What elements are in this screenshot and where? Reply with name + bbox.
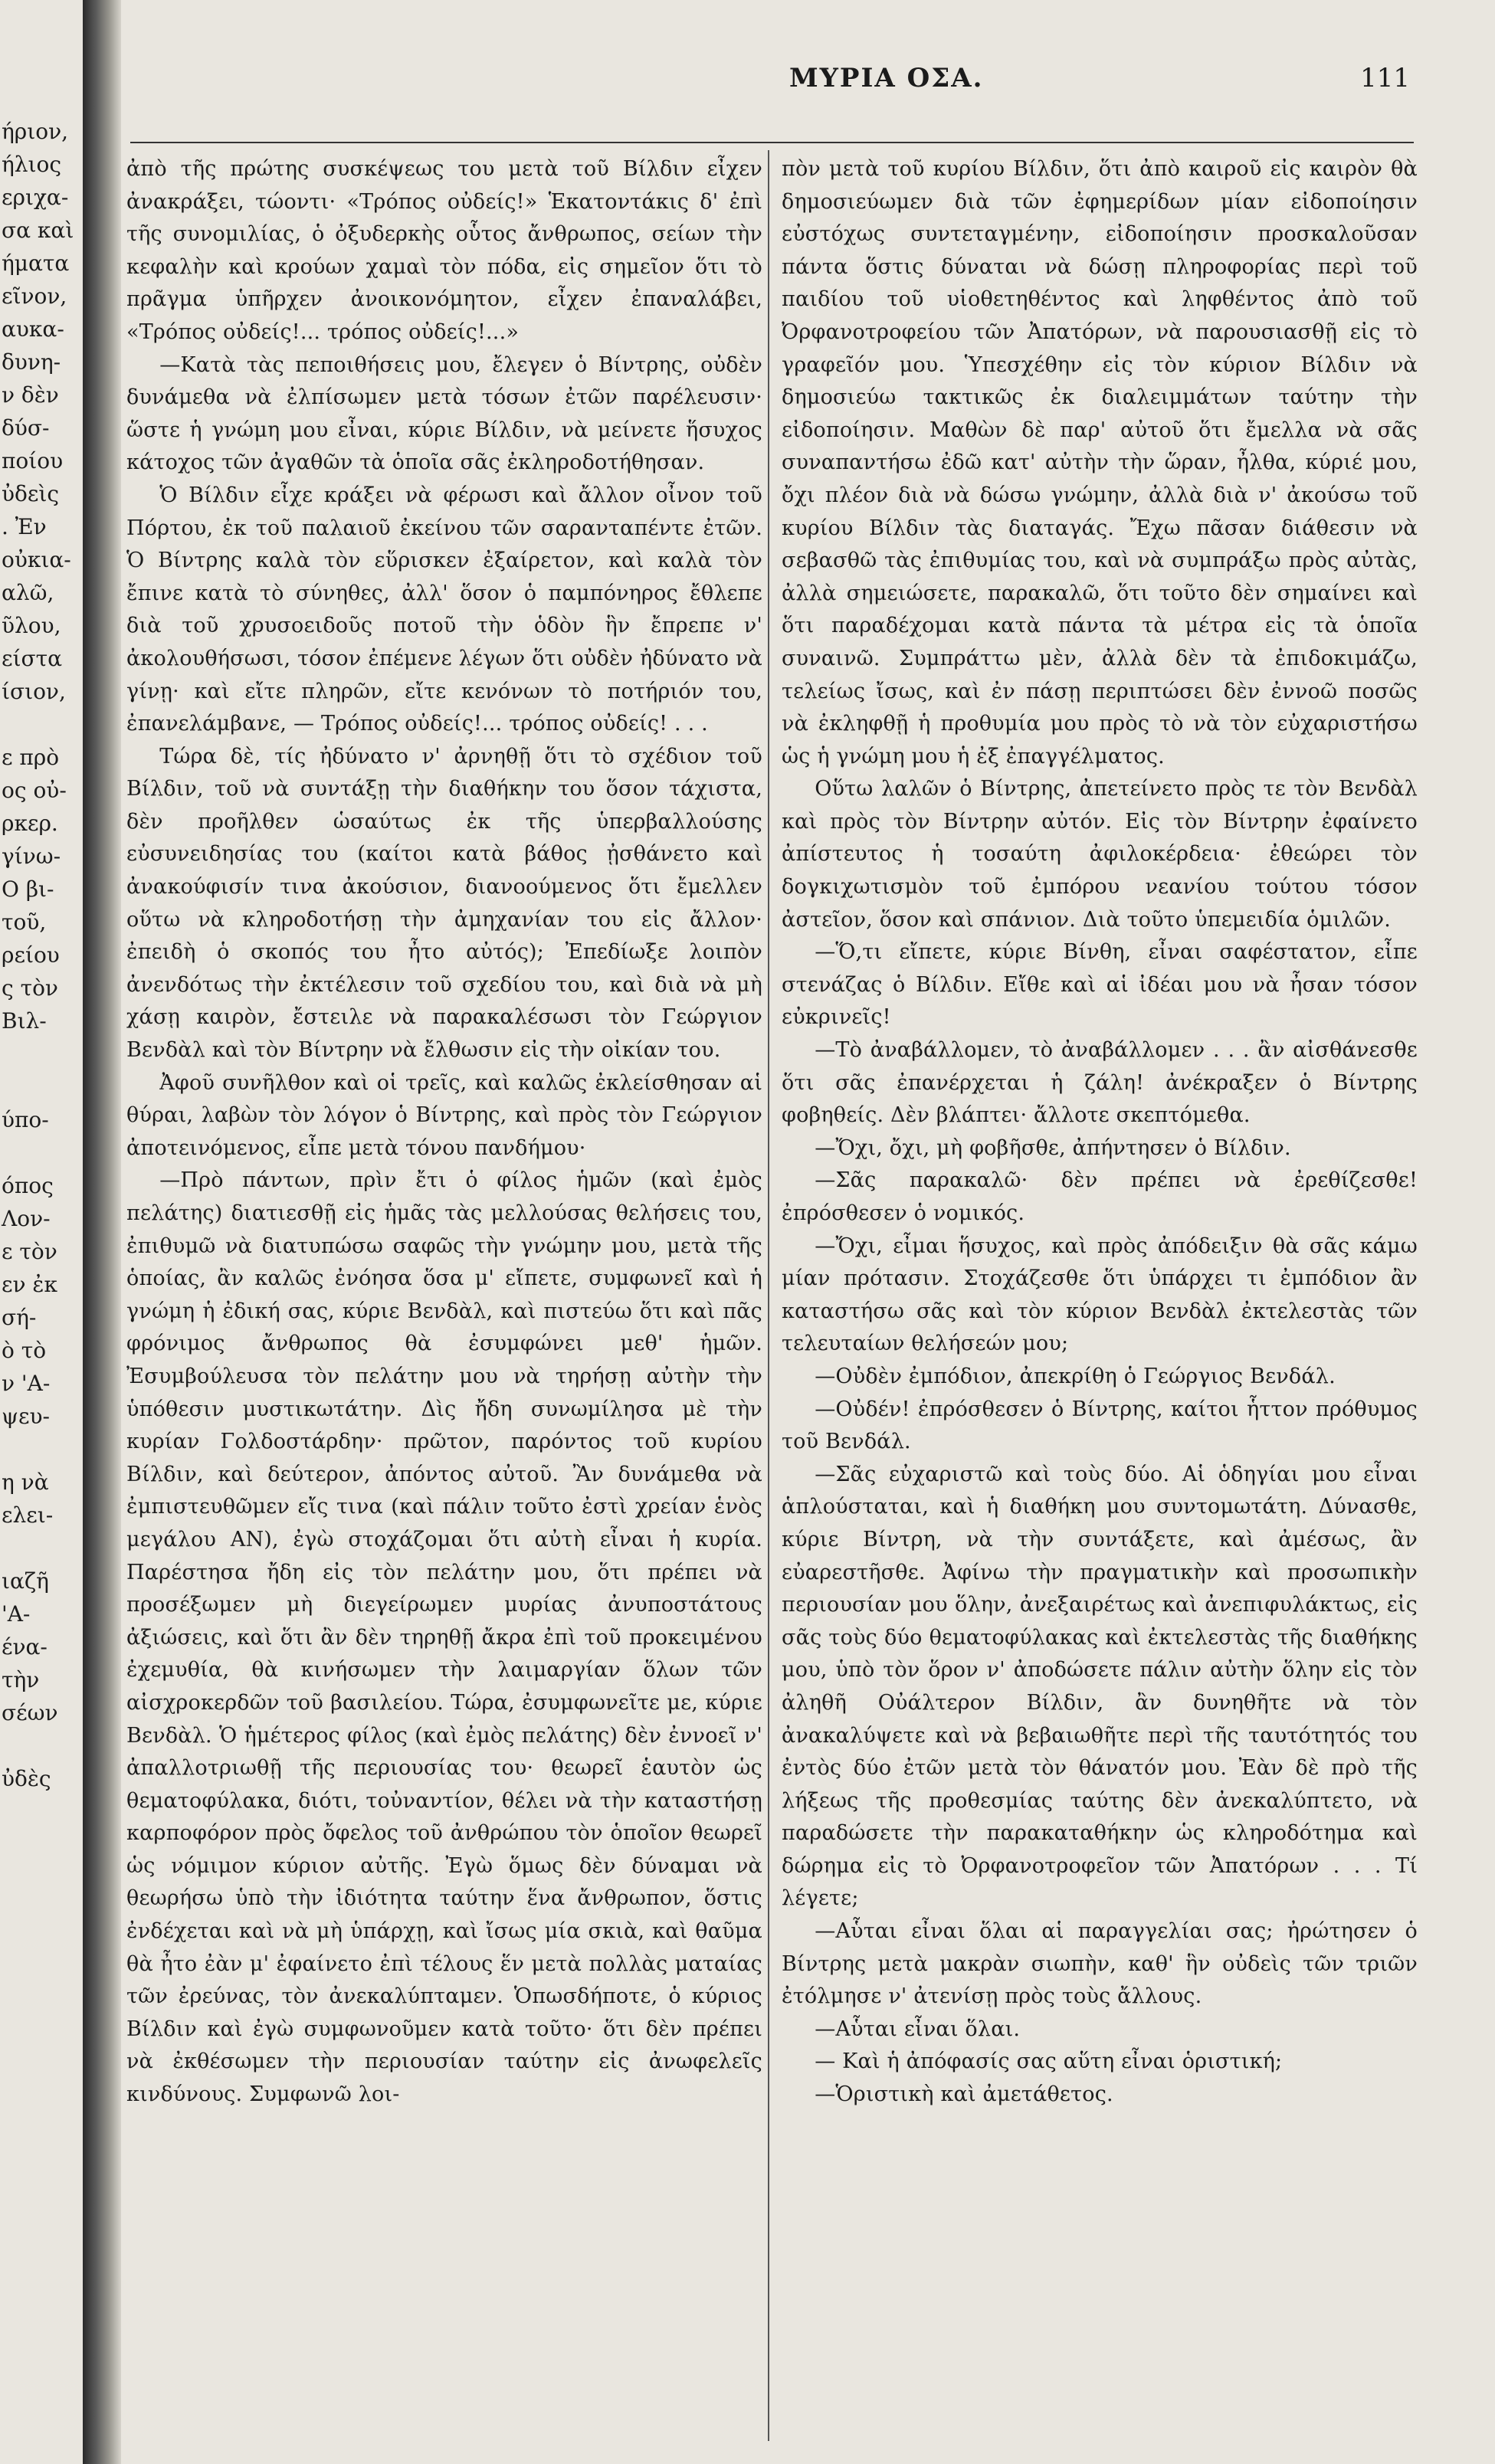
- paragraph: Ὁ Βίλδιν εἶχε κράξει νὰ φέρωσι καὶ ἄλλον οἶνον τοῦ Πόρτου, ἐκ τοῦ παλαιοῦ ἐκείνου τῶν σαρανταπέντε ἐτῶν. Ὁ Βίντρης καλὰ τὸν εὕρισκεν ἐξαίρετον, καὶ καλὰ τὸν ἔπινε κατὰ τὸ σύνηθες, ἀλλ' ὅσον ὁ παμπόνηρος ἔθλεπε διὰ τοῦ χρυσοειδοῦς ποτοῦ τὴν ὁδὸν ἣν ἔπρεπε ν' ἀκολουθήσωσι, τόσον ἐπέμενε λέγων ὅτι οὐδὲν ἠδύνατο νὰ γίνῃ· καὶ εἴτε πληρῶν, εἴτε κενόνων τὸ ποτήριόν του, ἐπανελάμβανε, — Τρόπος οὐδείς!... τρόπος οὐδείς! . . .: [126, 483, 762, 736]
- margin-text-fragment: 'Α-: [2, 1601, 31, 1627]
- page-number: 111: [1360, 63, 1410, 93]
- margin-text-fragment: ν δὲν: [2, 382, 59, 408]
- running-title: ΜΥΡΙΑ ΟΣΑ.: [789, 63, 984, 93]
- column-divider: [768, 150, 769, 2441]
- text-column-left: [126, 153, 762, 2444]
- margin-text-fragment: ψευ-: [2, 1404, 50, 1429]
- margin-text-fragment: ὐδὲς: [2, 1766, 51, 1791]
- margin-text-fragment: σή-: [2, 1305, 37, 1330]
- margin-text-fragment: όπος: [2, 1173, 54, 1198]
- margin-text-fragment: [0, 1532, 80, 1565]
- margin-text-fragment: ίσιον,: [2, 679, 66, 704]
- margin-text-fragment: ρκερ.: [2, 811, 58, 836]
- paragraph: —Κατὰ τὰς πεποιθήσεις μου, ἔλεγεν ὁ Βίντρης, οὐδὲν δυνάμεθα νὰ ἐλπίσωμεν μετὰ τόσων ἐτῶν παρέλευσιν· ὥστε ἡ γνώμη μου εἶναι, κύριε Βίλδιν, νὰ μείνετε ἥσυχος κάτοχος τῶν ἀγαθῶν τὰ ὁποῖα σᾶς ἐκληροδοτήθησαν.: [126, 352, 762, 475]
- margin-text-fragment: [0, 1136, 80, 1169]
- margin-text-fragment: ε τὸν: [2, 1239, 57, 1264]
- paragraph: ἀπὸ τῆς πρώτης συσκέψεως του μετὰ τοῦ Βίλδιν εἶχεν ἀνακράξει, τώοντι· «Τρόπος οὐδείς!» Ἑκατοντάκις δ' ἐπὶ τῆς συνομιλίας, ὁ ὀξυδερκὴς οὗτος ἄνθρωπος, σείων τὴν κεφαλὴν καὶ κρούων χαμαὶ τὸν πόδα, εἰς σημεῖον ὅτι τὸ πρᾶγμα ὑπῆρχεν ἀνοικονόμητον, εἶχεν ἐπαναλάβει, «Τρόπος οὐδείς!... τρόπος οὐδείς!...»: [126, 157, 762, 344]
- margin-text-fragment: ποίου: [2, 448, 64, 473]
- margin-text-fragment: . Ἐν: [2, 514, 47, 539]
- margin-text-fragment: είστα: [2, 646, 62, 671]
- paragraph: —Αὗται εἶναι ὅλαι.: [815, 2017, 1021, 2041]
- margin-text-fragment: εν ἐκ: [2, 1272, 57, 1297]
- paragraph: —Οὐδέν! ἐπρόσθεσεν ὁ Βίντρης, καίτοι ἧττον πρόθυμος τοῦ Βενδάλ.: [782, 1397, 1418, 1454]
- margin-text-fragment: [0, 1729, 80, 1762]
- facing-page-margin: [0, 115, 80, 2398]
- text-column-right: [782, 153, 1418, 2444]
- margin-text-fragment: εῖνον,: [2, 283, 67, 309]
- margin-text-fragment: σέων: [2, 1700, 58, 1725]
- paragraph: —Σᾶς παρακαλῶ· δὲν πρέπει νὰ ἐρεθίζεσθε! ἐπρόσθεσεν ὁ νομικός.: [782, 1168, 1418, 1225]
- margin-text-fragment: γίνω-: [2, 844, 61, 869]
- paragraph: —Αὗται εἶναι ὅλαι αἱ παραγγελίαι σας; ἠρώτησεν ὁ Βίντρης μετὰ μακρὰν σιωπὴν, καθ' ἣν οὐδεὶς τῶν τριῶν ἐτόλμησε ν' ἀτενίσῃ πρὸς τοὺς ἄλλους.: [782, 1919, 1418, 2009]
- margin-text-fragment: εριχα-: [2, 185, 69, 210]
- margin-text-fragment: δύσ-: [2, 415, 50, 441]
- paragraph: — Καὶ ἡ ἀπόφασίς σας αὕτη εἶναι ὁριστική;: [815, 2050, 1283, 2074]
- margin-text-fragment: ιαζῆ: [2, 1568, 49, 1594]
- margin-text-fragment: τοῦ,: [2, 909, 47, 935]
- margin-text-fragment: Ο βι-: [2, 876, 54, 902]
- margin-text-fragment: [0, 1037, 80, 1070]
- paragraph: —Ὄχι, εἶμαι ἥσυχος, καὶ πρὸς ἀπόδειξιν θὰ σᾶς κάμω μίαν πρότασιν. Στοχάζεσθε ὅτι ὑπάρχει τι ἐμπόδιον ἂν καταστήσω σᾶς καὶ τὸν κύριον Βενδὰλ ἐκτελεστὰς τῶν τελευταίων θελήσεών μου;: [782, 1234, 1418, 1356]
- book-spine-shadow: [83, 0, 121, 2464]
- margin-text-fragment: ὐδεὶς: [2, 481, 60, 506]
- margin-text-fragment: Λον-: [2, 1206, 51, 1231]
- margin-text-fragment: [0, 1070, 80, 1103]
- margin-text-fragment: οὐκια-: [2, 547, 71, 572]
- margin-text-fragment: ὸ τὸ: [2, 1338, 47, 1363]
- margin-text-fragment: ήλιος: [2, 152, 62, 177]
- margin-text-fragment: ος οὐ-: [2, 778, 67, 803]
- paragraph: —Σᾶς εὐχαριστῶ καὶ τοὺς δύο. Αἱ ὁδηγίαι μου εἶναι ἁπλούσταται, καὶ ἡ διαθήκη μου συντομωτάτη. Δύνασθε, κύριε Βίντρη, νὰ τὴν συντάξετε, καὶ ἀμέσως, ἂν εὐαρεστῆσθε. Ἀφίνω τὴν πραγματικὴν καὶ προσωπικὴν περιουσίαν μου ὅλην, ἀνεξαιρέτως καὶ ἀνεπιφυλάκτως, εἰς σᾶς τοὺς δύο θεματοφύλακας καὶ ἐκτελεστὰς τῆς διαθήκης μου, ὑπὸ τὸν ὅρον ν' ἀποδώσετε πάλιν αὐτὴν ὅλην εἰς τὸν ἀληθῆ Οὐάλτερον Βίλδιν, ἂν δυνηθῆτε νὰ τὸν ἀνακαλύψετε καὶ νὰ βεβαιωθῆτε περὶ τῆς ταυτότητός του ἐντὸς δύο ἐτῶν μετὰ τὸν θάνατόν μου. Ἐὰν δὲ πρὸ τῆς λήξεως τῆς προθεσμίας ταύτης δὲν ἀνεκαλύπτετο, νὰ παραδώσετε τὴν παρακαταθήκην ὡς κληροδότημα καὶ δώρημα εἰς τὸ Ὀρφανοτροφεῖον τῶν Ἀπατόρων . . . Τί λέγετε;: [782, 1462, 1418, 1911]
- paragraph: —Τὸ ἀναβάλλομεν, τὸ ἀναβάλλομεν . . . ἂν αἰσθάνεσθε ὅτι σᾶς ἐπανέρχεται ἡ ζάλη! ἀνέκραξεν ὁ Βίντρης φοβηθείς. Δὲν βλάπτει· ἄλλοτε σκεπτόμεθα.: [782, 1038, 1418, 1128]
- paragraph: Ἀφοῦ συνῆλθον καὶ οἱ τρεῖς, καὶ καλῶς ἐκλείσθησαν αἱ θύραι, λαβὼν τὸν λόγον ὁ Βίντρης, καὶ πρὸς τὸν Γεώργιον ἀποτεινόμενος, εἶπε μετὰ τόνου πανδήμου·: [126, 1070, 762, 1160]
- margin-text-fragment: ρείου: [2, 942, 60, 968]
- margin-text-fragment: ῦλου,: [2, 613, 61, 638]
- margin-text-fragment: ύπο-: [2, 1107, 49, 1132]
- margin-text-fragment: σα καὶ: [2, 218, 74, 243]
- margin-text-fragment: αλῶ,: [2, 580, 54, 605]
- margin-text-fragment: ελει-: [2, 1502, 54, 1528]
- margin-text-fragment: τὴν: [2, 1667, 40, 1692]
- margin-text-fragment: ένα-: [2, 1634, 48, 1660]
- paragraph: Οὕτω λαλῶν ὁ Βίντρης, ἀπετείνετο πρὸς τε τὸν Βενδὰλ καὶ πρὸς τὸν Βίντρην αὐτόν. Εἰς τὸν Βίντρην ἐφαίνετο ἀπίστευτος ἡ τοσαύτη ἀφιλοκέρδεια· ἐθεώρει τὸν δογκιχωτισμὸν τοῦ ἐμπόρου νεανίου τούτου τόσον ἀστεῖον, ὅσον καὶ σπάνιον. Διὰ τοῦτο ὑπεμειδία ὁμιλῶν.: [782, 777, 1418, 932]
- paragraph: —Ὁριστικὴ καὶ ἀμετάθετος.: [815, 2082, 1113, 2107]
- paragraph: Τώρα δὲ, τίς ἠδύνατο ν' ἀρνηθῇ ὅτι τὸ σχέδιον τοῦ Βίλδιν, τοῦ νὰ συντάξῃ τὴν διαθήκην του ὅσον τάχιστα, δὲν προῆλθεν ὡσαύτως ἐκ τῆς ὑπερβαλλούσης εὐσυνειδησίας του (καίτοι κατὰ βάθος ᾐσθάνετο καὶ ἀνακούφισίν τινα ἀκούσιον, διανοούμενος ὅτι ἔμελλεν οὕτω νὰ κληροδοτήσῃ τὴν ἀμηχανίαν του εἰς ἄλλον· ἐπειδὴ ὁ σκοπός του ἦτο αὐτός); Ἐπεδίωξε λοιπὸν ἀνενδότως τὴν ἐκτέλεσιν τοῦ σχεδίου του, καὶ διὰ νὰ μὴ χάσῃ καιρὸν, ἔστειλε νὰ παρακαλέσωσι τὸν Γεώργιον Βενδὰλ καὶ τὸν Βίντρην νὰ ἔλθωσιν εἰς τὴν οἰκίαν του.: [126, 744, 762, 1063]
- paragraph: —Ὄχι, ὄχι, μὴ φοβῆσθε, ἀπήντησεν ὁ Βίλδιν.: [815, 1135, 1291, 1160]
- margin-text-fragment: Βιλ-: [2, 1008, 47, 1034]
- margin-text-fragment: [0, 708, 80, 741]
- margin-text-fragment: ήριον,: [2, 119, 68, 144]
- margin-text-fragment: η νὰ: [2, 1470, 49, 1495]
- header-rule: [130, 142, 1414, 143]
- page-header: [123, 63, 1410, 116]
- margin-text-fragment: ε πρὸ: [2, 745, 60, 770]
- paragraph: —Πρὸ πάντων, πρὶν ἔτι ὁ φίλος ἡμῶν (καὶ ἐμὸς πελάτης) διατιεσθῇ εἰς ἡμᾶς τὰς μελλούσας θελήσεις του, ἐπιθυμῶ νὰ διατυπώσω σαφῶς τὴν γνώμην μου, μετὰ τῆς ὁποίας, ἂν καλῶς ἐνόησα ὅσα μ' εἴπετε, συμφωνεῖ καὶ ἡ γνώμη ἡ ἐδική σας, κύριε Βενδὰλ, καὶ πιστεύω ὅτι καὶ πᾶς φρόνιμος ἄνθρωπος θὰ ἐσυμφώνει μεθ' ἡμῶν. Ἐσυμβούλευσα τὸν πελάτην μου νὰ τηρήσῃ αὐτὴν τὴν ὑπόθεσιν μυστικωτάτην. Δὶς ἤδη συνωμίλησα μὲ τὴν κυρίαν Γολδοστάρδην· πρῶτον, παρόντος τοῦ κυρίου Βίλδιν, καὶ δεύτερον, ἀπόντος αὐτοῦ. Ἂν δυνάμεθα νὰ ἐμπιστευθῶμεν εἴς τινα (καὶ πάλιν τοῦτο ἐστὶ χρείαν ἑνὸς μεγάλου ΑΝ), ἐγὼ στοχάζομαι ὅτι αὐτὴ εἶναι ἡ κυρία. Παρέστησα ἤδη εἰς τὸν πελάτην μου, ὅτι πρέπει νὰ προσέξωμεν μὴ διεγείρωμεν μυρίας ἀνυποστάτους ἀξιώσεις, καὶ ὅτι ἂν δὲν τηρηθῇ ἄκρα ἐπὶ τοῦ προκειμένου ἐχεμυθία, θὰ κινήσωμεν τὴν λαιμαργίαν ὅλων τῶν αἰσχροκερδῶν τοῦ βασιλείου. Τώρα, ἐσυμφωνεῖτε με, κύριε Βενδὰλ. Ὁ ἡμέτερος φίλος (καὶ ἐμὸς πελάτης) δὲν ἐννοεῖ ν' ἀπαλλοτριωθῇ τῆς περιουσίας του· θεωρεῖ ἑαυτὸν ὡς θεματοφύλακα, διότι, τοὐναντίον, θέλει νὰ τὴν καταστήσῃ καρποφόρον πρὸς ὄφελος τοῦ ἀνθρώπου τὸν ὁποῖον θεωρεῖ ὡς νόμιμον κύριον αὐτῆς. Ἐγὼ ὅμως δὲν δύναμαι νὰ θεωρήσω ὑπὸ τὴν ἰδιότητα ταύτην ἕνα ἄνθρωπον, ὅστις ἐνδέχεται καὶ νὰ μὴ ὑπάρχῃ, καὶ ἴσως μία σκιὰ, καὶ θαῦμα θὰ ἦτο ἐὰν μ' ἐφαίνετο ἐπὶ τέλους ἕν μετὰ πολλὰς ματαίας τῶν ἐρεύνας, τὸν ἀνεκαλύπταμεν. Ὁπωσδήποτε, ὁ κύριος Βίλδιν καὶ ἐγὼ συμφωνοῦμεν κατὰ τοῦτο· ὅτι δὲν πρέπει νὰ ἐκθέσωμεν τὴν περιουσίαν ταύτην εἰς ἀνωφελεῖς κινδύνους. Συμφωνῶ λοι-: [126, 1168, 762, 2107]
- margin-text-fragment: αυκα-: [2, 316, 64, 342]
- paragraph: —Οὐδὲν ἐμπόδιον, ἀπεκρίθη ὁ Γεώργιος Βενδάλ.: [815, 1364, 1336, 1388]
- paragraph: πὸν μετὰ τοῦ κυρίου Βίλδιν, ὅτι ἀπὸ καιροῦ εἰς καιρὸν θὰ δημοσιεύωμεν διὰ τῶν ἐφημερίδων μίαν εἰδοποίησιν εὐστόχως συντεταγμένην, εἰδοποίησιν προσκαλοῦσαν πάντα ὅστις δύναται νὰ δώσῃ πληροφορίας περὶ τοῦ παιδίου τοῦ υἱοθετηθέντος καὶ ληφθέντος ἀπὸ τοῦ Ὀρφανοτροφείου τῶν Ἀπατόρων, νὰ παρουσιασθῇ εἰς τὸ γραφεῖόν μου. Ὑπεσχέθην εἰς τὸν κύριον Βίλδιν νὰ δημοσιεύω τακτικῶς ἐκ διαλειμμάτων ταύτην τὴν εἰδοποίησιν. Μαθὼν δὲ παρ' αὐτοῦ ὅτι ἔμελλα νὰ σᾶς συναπαντήσω ἐδῶ κατ' αὐτὴν τὴν ὥραν, ἦλθα, κύριέ μου, ὄχι πλέον διὰ νὰ δώσω γνώμην, ἀλλὰ διὰ ν' ἀκούσω τοῦ κυρίου Βίλδιν τὰς διαταγάς. Ἔχω πᾶσαν διάθεσιν νὰ σεβασθῶ τὰς ἐπιθυμίας του, καὶ νὰ συμπράξω πρὸς αὐτὰς, ἀλλὰ σημειώσετε, παρακαλῶ, ὅτι τοῦτο δὲν σημαίνει καὶ ὅτι παραδέχομαι κατὰ πάντα τὰ μέτρα εἰς τὰ ὁποῖα συναινῶ. Συμπράττω μὲν, ἀλλὰ δὲν τὰ ἐπιδοκιμάζω, τελείως ἴσως, καὶ ἐν πάσῃ περιπτώσει δὲν ἐννοῶ ποσῶς νὰ ἐκληφθῇ ἡ προθυμία μου πρὸς τὸ νὰ τὸν εὐχαριστήσω ὡς ἡ γνώμη μου ἡ ἐξ ἐπαγγέλματος.: [782, 157, 1418, 768]
- margin-text-fragment: [0, 1433, 80, 1466]
- margin-text-fragment: ν 'Α-: [2, 1371, 51, 1396]
- margin-text-fragment: ς τὸν: [2, 975, 58, 1001]
- margin-text-fragment: ήματα: [2, 251, 70, 276]
- margin-text-fragment: δυνη-: [2, 349, 61, 375]
- paragraph: —Ὅ,τι εἴπετε, κύριε Βίνθη, εἶναι σαφέστατον, εἶπε στενάζας ὁ Βίλδιν. Εἴθε καὶ αἱ ἰδέαι μου νὰ ἦσαν τόσον εὐκρινεῖς!: [782, 940, 1418, 1030]
